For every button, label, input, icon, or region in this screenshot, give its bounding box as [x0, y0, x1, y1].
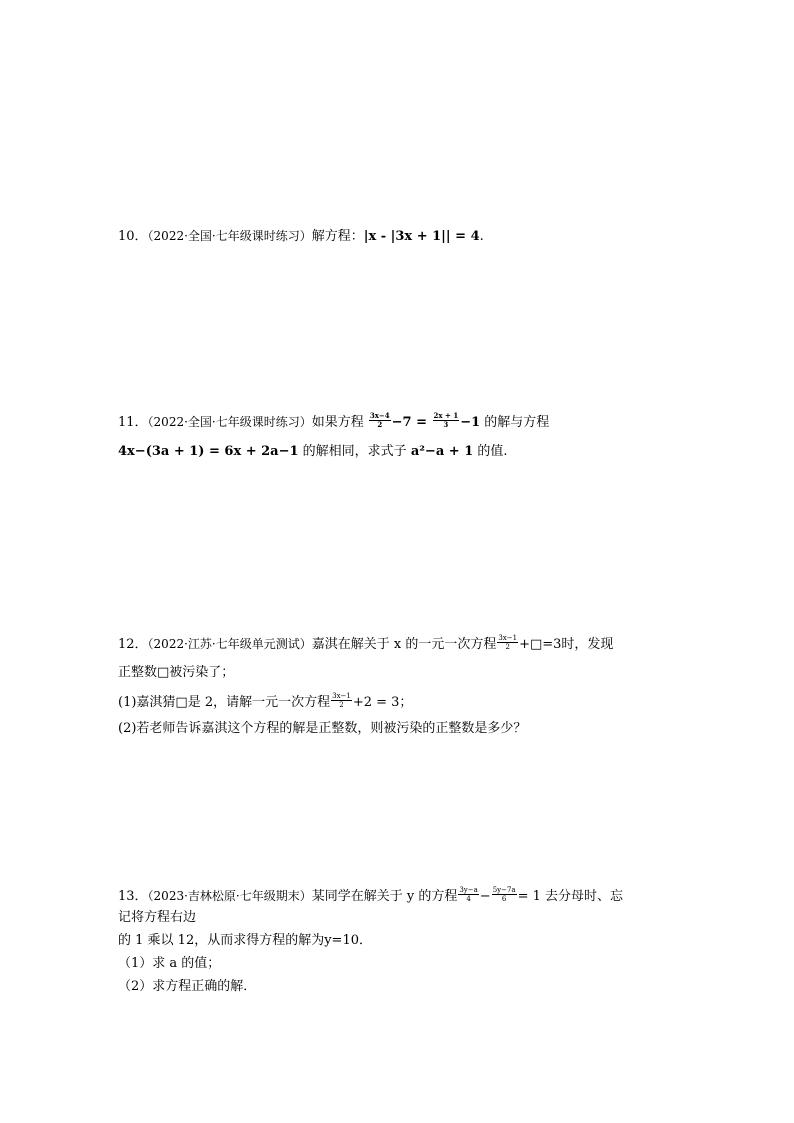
- part-text: (1)嘉淇猜□是 2，请解一元一次方程: [118, 695, 331, 710]
- question-text: 的 1 乘以 12，从而求得方程的解为y=10．: [118, 933, 372, 948]
- question-source: （2023·吉林松原·七年级期末）: [147, 889, 312, 903]
- question-13: [118, 886, 678, 997]
- part-text: +2 = 3；: [352, 695, 413, 710]
- question-13-part-1: [118, 954, 678, 974]
- fraction-numerator: 5y−7a: [492, 886, 516, 894]
- fraction-denominator: 2: [377, 420, 383, 429]
- equation-part: −1: [460, 415, 481, 430]
- question-10: [118, 226, 678, 246]
- question-text-end: .: [479, 229, 484, 244]
- question-text: 某同学在解关于 y 的方程: [311, 889, 458, 904]
- fraction-denominator: 2: [505, 643, 510, 651]
- question-text: 的值.: [473, 444, 508, 459]
- question-11: [118, 412, 678, 462]
- question-12-part-2: [118, 719, 678, 739]
- question-text: +□=3时，发现: [519, 637, 614, 652]
- fraction: [492, 886, 517, 903]
- expression: a²−a + 1: [410, 444, 474, 459]
- fraction-denominator: 3: [443, 420, 449, 429]
- fraction: [433, 412, 460, 429]
- question-13-part-2: [118, 977, 678, 997]
- question-12-part-1: [118, 693, 678, 713]
- fraction: [458, 886, 478, 903]
- question-10-line: [118, 226, 678, 246]
- fraction: [497, 634, 518, 651]
- fraction-numerator: 3x−1: [498, 634, 518, 642]
- question-13-line-3: [118, 931, 678, 951]
- fraction-denominator: 6: [501, 895, 507, 903]
- question-text: 解方程：: [311, 229, 364, 244]
- question-13-line-1: [118, 886, 678, 906]
- question-text: 记将方程右边: [118, 910, 197, 925]
- question-11-line-2: [118, 442, 678, 462]
- question-number: 13．: [118, 889, 148, 904]
- fraction: [331, 692, 352, 709]
- question-number: 10．: [118, 229, 148, 244]
- fraction-denominator: 2: [339, 701, 344, 709]
- fraction-denominator: 4: [466, 895, 471, 903]
- question-number: 12．: [118, 637, 148, 652]
- equation: 4x−(3a + 1) = 6x + 2a−1: [118, 444, 299, 459]
- question-number: 11．: [118, 415, 148, 430]
- fraction: [369, 412, 391, 429]
- fraction-numerator: 2x + 1: [433, 411, 459, 420]
- question-text: = 1 去分母时、忘: [517, 889, 624, 904]
- part-text: (2)若老师告诉嘉淇这个方程的解是正整数，则被污染的正整数是多少？: [118, 721, 527, 736]
- question-text: 正整数□被污染了；: [118, 665, 235, 680]
- question-source: （2022·全国·七年级课时练习）: [147, 229, 312, 243]
- question-11-line-1: [118, 412, 678, 432]
- part-text: （1）求 a 的值；: [118, 956, 221, 971]
- equation-part: −7 =: [391, 415, 432, 430]
- question-text: 的解相同，求式子: [298, 444, 411, 459]
- fraction-numerator: 3y−a: [459, 886, 478, 894]
- part-text: （2）求方程正确的解．: [118, 979, 257, 994]
- question-12-line-2: [118, 663, 678, 683]
- question-source: （2022·全国·七年级课时练习）: [147, 415, 312, 429]
- question-text: 如果方程: [311, 415, 368, 430]
- fraction-numerator: 3x−1: [332, 692, 351, 700]
- minus-sign: −: [479, 889, 491, 904]
- fraction-numerator: 3x−4: [369, 411, 390, 420]
- question-12-line-1: [118, 634, 678, 654]
- question-13-line-2: [118, 908, 678, 928]
- question-12: [118, 634, 678, 739]
- question-text: 嘉淇在解关于 x 的一元一次方程: [311, 637, 497, 652]
- question-text: 的解与方程: [480, 415, 550, 430]
- question-source: （2022·江苏·七年级单元测试）: [147, 637, 312, 651]
- equation: |x - |3x + 1|| = 4: [363, 229, 480, 244]
